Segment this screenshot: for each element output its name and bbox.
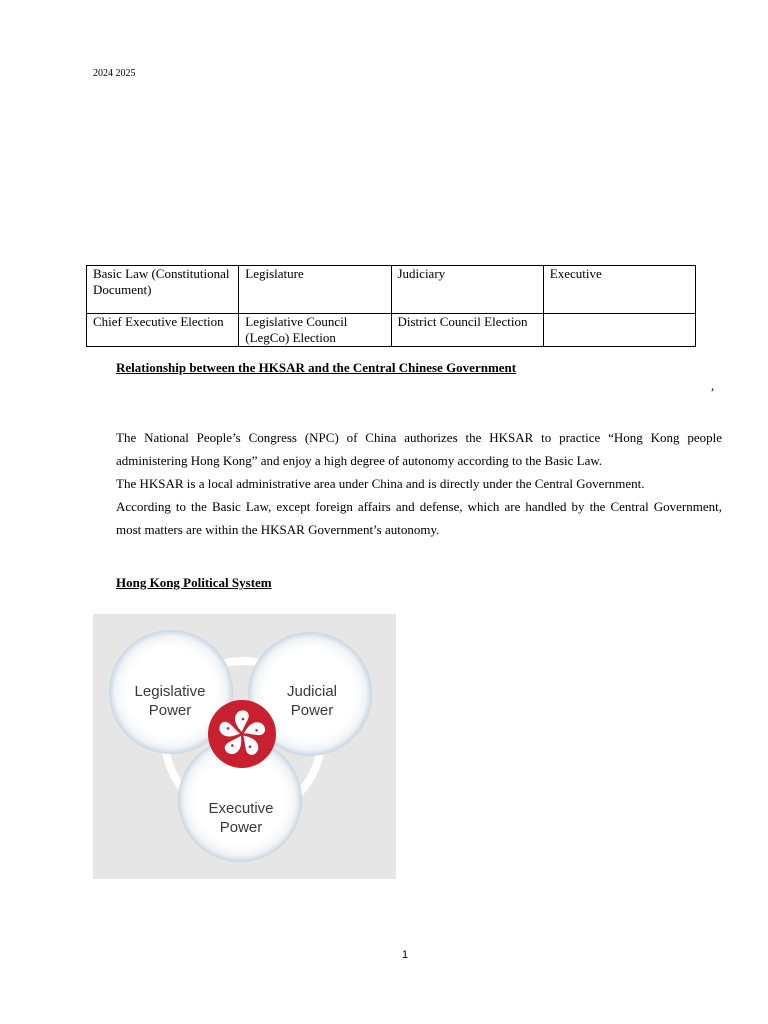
- table-cell: [543, 314, 695, 347]
- header-years: 2024 2025: [93, 68, 136, 79]
- executive-power-label: [186, 799, 296, 837]
- label-line: Judicial: [286, 683, 338, 700]
- label-line: Power: [290, 702, 334, 719]
- paragraph: The HKSAR is a local administrative area under China and is directly under the Central Government.: [116, 476, 645, 491]
- diagram-graphic: [93, 614, 396, 879]
- judicial-power-label: [257, 682, 367, 720]
- label-line: Executive: [208, 800, 274, 817]
- stray-mark: ,: [711, 378, 715, 393]
- table-row: [87, 266, 696, 314]
- page-number: 1: [402, 949, 409, 961]
- three-powers-diagram: [93, 614, 396, 879]
- relationship-body: [116, 426, 722, 541]
- table-cell: Judiciary: [391, 266, 543, 314]
- paragraph: According to the Basic Law, except foreign affairs and defense, which are handled by the Central Government, most matters are within the HKSAR Government’s autonomy.: [116, 499, 722, 537]
- table-cell: Legislative Council (LegCo) Election: [239, 314, 391, 347]
- table-cell: Chief Executive Election: [87, 314, 239, 347]
- topics-table: [86, 265, 696, 347]
- table-cell: Legislature: [239, 266, 391, 314]
- label-line: Legislative: [134, 683, 206, 700]
- table-cell: Basic Law (Constitutional Document): [87, 266, 239, 314]
- table-row: [87, 314, 696, 347]
- table-cell: Executive: [543, 266, 695, 314]
- table-cell: District Council Election: [391, 314, 543, 347]
- label-line: Power: [219, 819, 263, 836]
- legislative-power-label: [115, 682, 225, 720]
- paragraph: The National People’s Congress (NPC) of China authorizes the HKSAR to practice “Hong Kong people administering Hong Kong” and enjoy a high degree of autonomy according to the Basic Law.: [116, 430, 722, 468]
- relationship-heading: Relationship between the HKSAR and the Central Chinese Government: [116, 360, 517, 375]
- political-system-heading: Hong Kong Political System: [116, 575, 272, 590]
- label-line: Power: [148, 702, 192, 719]
